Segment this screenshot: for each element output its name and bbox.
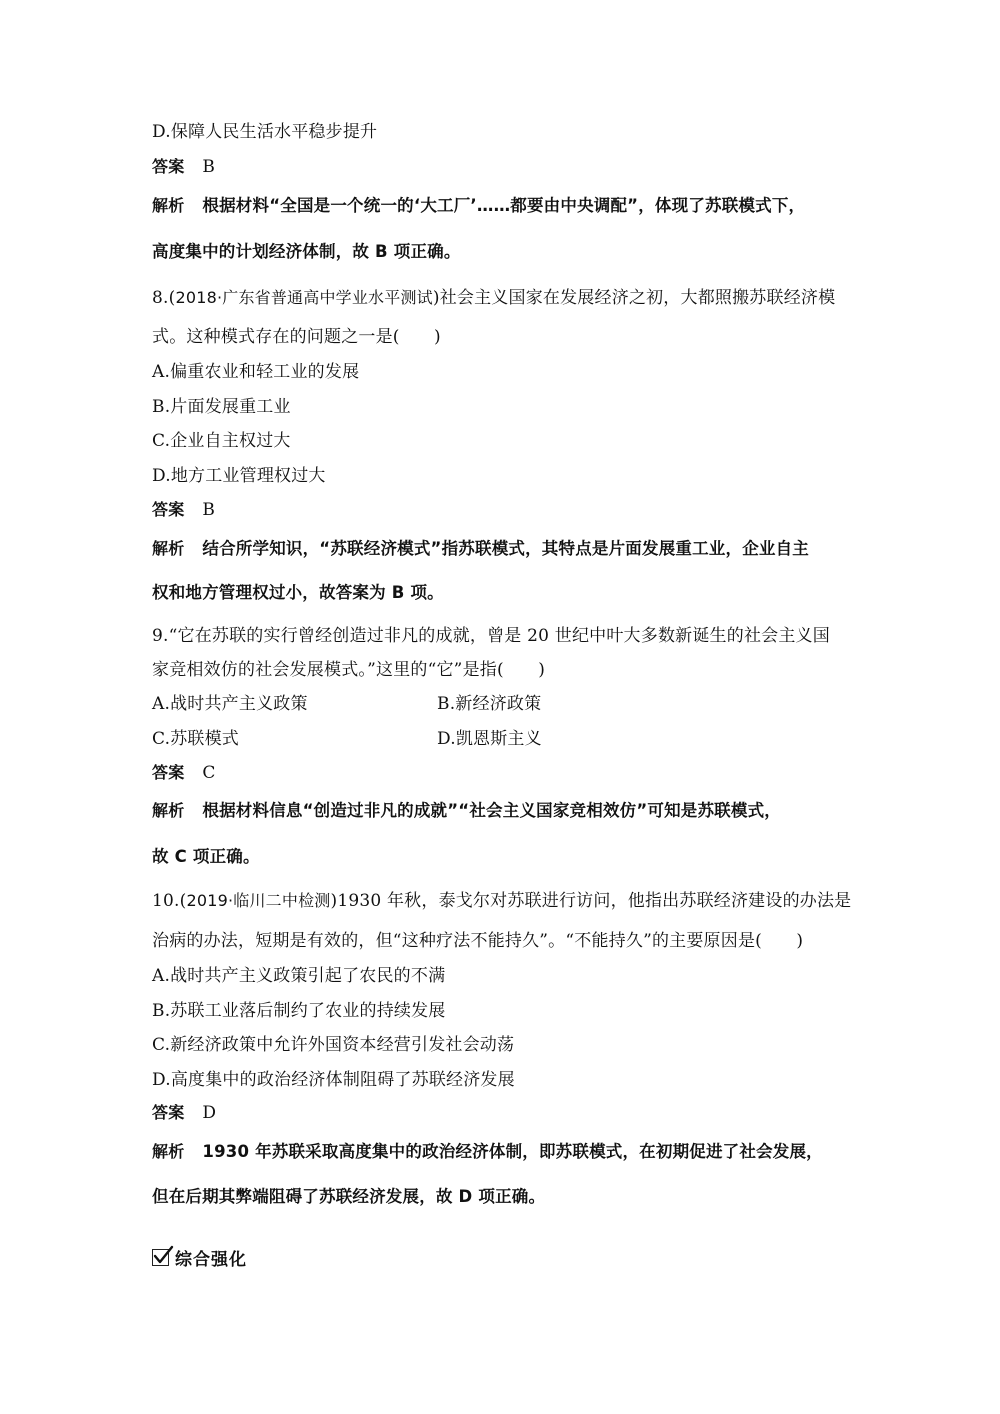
answer-label: 答案 <box>152 1103 185 1122</box>
q9-option-d: D.凯恩斯主义 <box>437 729 542 749</box>
q8-option-a: A.偏重农业和轻工业的发展 <box>152 362 360 382</box>
question-source: 2018·广东省普通高中学业水平测试 <box>175 288 433 307</box>
q8-explanation-line-2 <box>152 581 862 605</box>
q10-option-d: D.高度集中的政治经济体制阻碍了苏联经济发展 <box>152 1070 515 1090</box>
q10-option-b: B.苏联工业落后制约了农业的持续发展 <box>152 1001 446 1021</box>
answer-value: B <box>202 500 216 520</box>
explanation-label: 解析 <box>152 1142 185 1161</box>
answer-value: D <box>202 1103 217 1123</box>
explanation-text: 结合所学知识，“苏联经济模式”指苏联模式，其特点是片面发展重工业，企业自主 <box>202 539 809 558</box>
q10-stem-line-2: 治病的办法，短期是有效的，但“这种疗法不能持久”。“不能持久”的主要原因是( ) <box>152 931 804 951</box>
q8-option-d: D.地方工业管理权过大 <box>152 466 326 486</box>
answer-label: 答案 <box>152 500 185 519</box>
check-mark-icon <box>152 1244 174 1266</box>
section-title: 综合强化 <box>175 1249 247 1270</box>
explanation-label: 解析 <box>152 801 185 820</box>
q8-answer <box>152 498 862 522</box>
q10-explanation-line-2 <box>152 1185 862 1209</box>
question-number: 10.( <box>152 891 187 911</box>
question-stem: )社会主义国家在发展经济之初，大都照搬苏联经济模 <box>432 288 836 308</box>
explanation-text: 但在后期其弊端阻碍了苏联经济发展，故 D 项正确。 <box>152 1187 546 1206</box>
q7-option-d: D.保障人民生活水平稳步提升 <box>152 122 378 142</box>
explanation-text: 根据材料“全国是一个统一的‘大工厂’……都要由中央调配”，体现了苏联模式下， <box>202 196 806 215</box>
answer-value: B <box>202 157 216 177</box>
section-heading <box>152 1244 247 1270</box>
q9-explanation-line-2 <box>152 845 862 869</box>
q9-stem-line-1: 9.“它在苏联的实行曾经创造过非凡的成就，曾是 20 世纪中叶大多数新诞生的社会主义国 <box>152 626 830 646</box>
q7-explanation-line-2 <box>152 240 862 264</box>
q9-stem-line-2: 家竞相效仿的社会发展模式。”这里的“它”是指( ) <box>152 660 546 680</box>
explanation-text: 故 C 项正确。 <box>152 847 260 866</box>
answer-label: 答案 <box>152 763 185 782</box>
q9-option-b: B.新经济政策 <box>437 694 542 714</box>
explanation-text: 根据材料信息“创造过非凡的成就”“社会主义国家竞相效仿”可知是苏联模式， <box>202 801 781 820</box>
q9-answer <box>152 761 862 785</box>
q7-explanation-line-1 <box>152 194 862 218</box>
q7-answer <box>152 155 862 179</box>
checkbox-checked-icon <box>152 1249 169 1266</box>
question-source: 2019·临川二中检测 <box>186 891 331 910</box>
q8-stem-line-1 <box>152 286 862 310</box>
answer-label: 答案 <box>152 157 185 176</box>
explanation-text: 权和地方管理权过小，故答案为 B 项。 <box>152 583 444 602</box>
q9-options-row-1 <box>152 692 862 716</box>
q9-option-c: C.苏联模式 <box>152 729 240 749</box>
question-number: 8.( <box>152 288 176 308</box>
q8-option-b: B.片面发展重工业 <box>152 397 291 417</box>
q8-stem-line-2: 式。这种模式存在的问题之一是( ) <box>152 327 441 347</box>
q10-option-a: A.战时共产主义政策引起了农民的不满 <box>152 966 446 986</box>
q9-options-row-2 <box>152 727 862 751</box>
q10-option-c: C.新经济政策中允许外国资本经营引发社会动荡 <box>152 1035 515 1055</box>
answer-value: C <box>202 763 216 783</box>
q8-explanation-line-1 <box>152 537 862 561</box>
explanation-text: 1930 年苏联采取高度集中的政治经济体制，即苏联模式，在初期促进了社会发展， <box>202 1142 823 1161</box>
q9-option-a: A.战时共产主义政策 <box>152 694 308 714</box>
q9-explanation-line-1 <box>152 799 862 823</box>
q10-answer <box>152 1101 862 1125</box>
explanation-text: 高度集中的计划经济体制，故 B 项正确。 <box>152 242 461 261</box>
q10-stem-line-1 <box>152 889 862 913</box>
q10-explanation-line-1 <box>152 1140 862 1164</box>
question-stem: )1930 年秋，泰戈尔对苏联进行访问，他指出苏联经济建设的办法是 <box>330 891 852 911</box>
explanation-label: 解析 <box>152 196 185 215</box>
explanation-label: 解析 <box>152 539 185 558</box>
q8-option-c: C.企业自主权过大 <box>152 431 291 451</box>
